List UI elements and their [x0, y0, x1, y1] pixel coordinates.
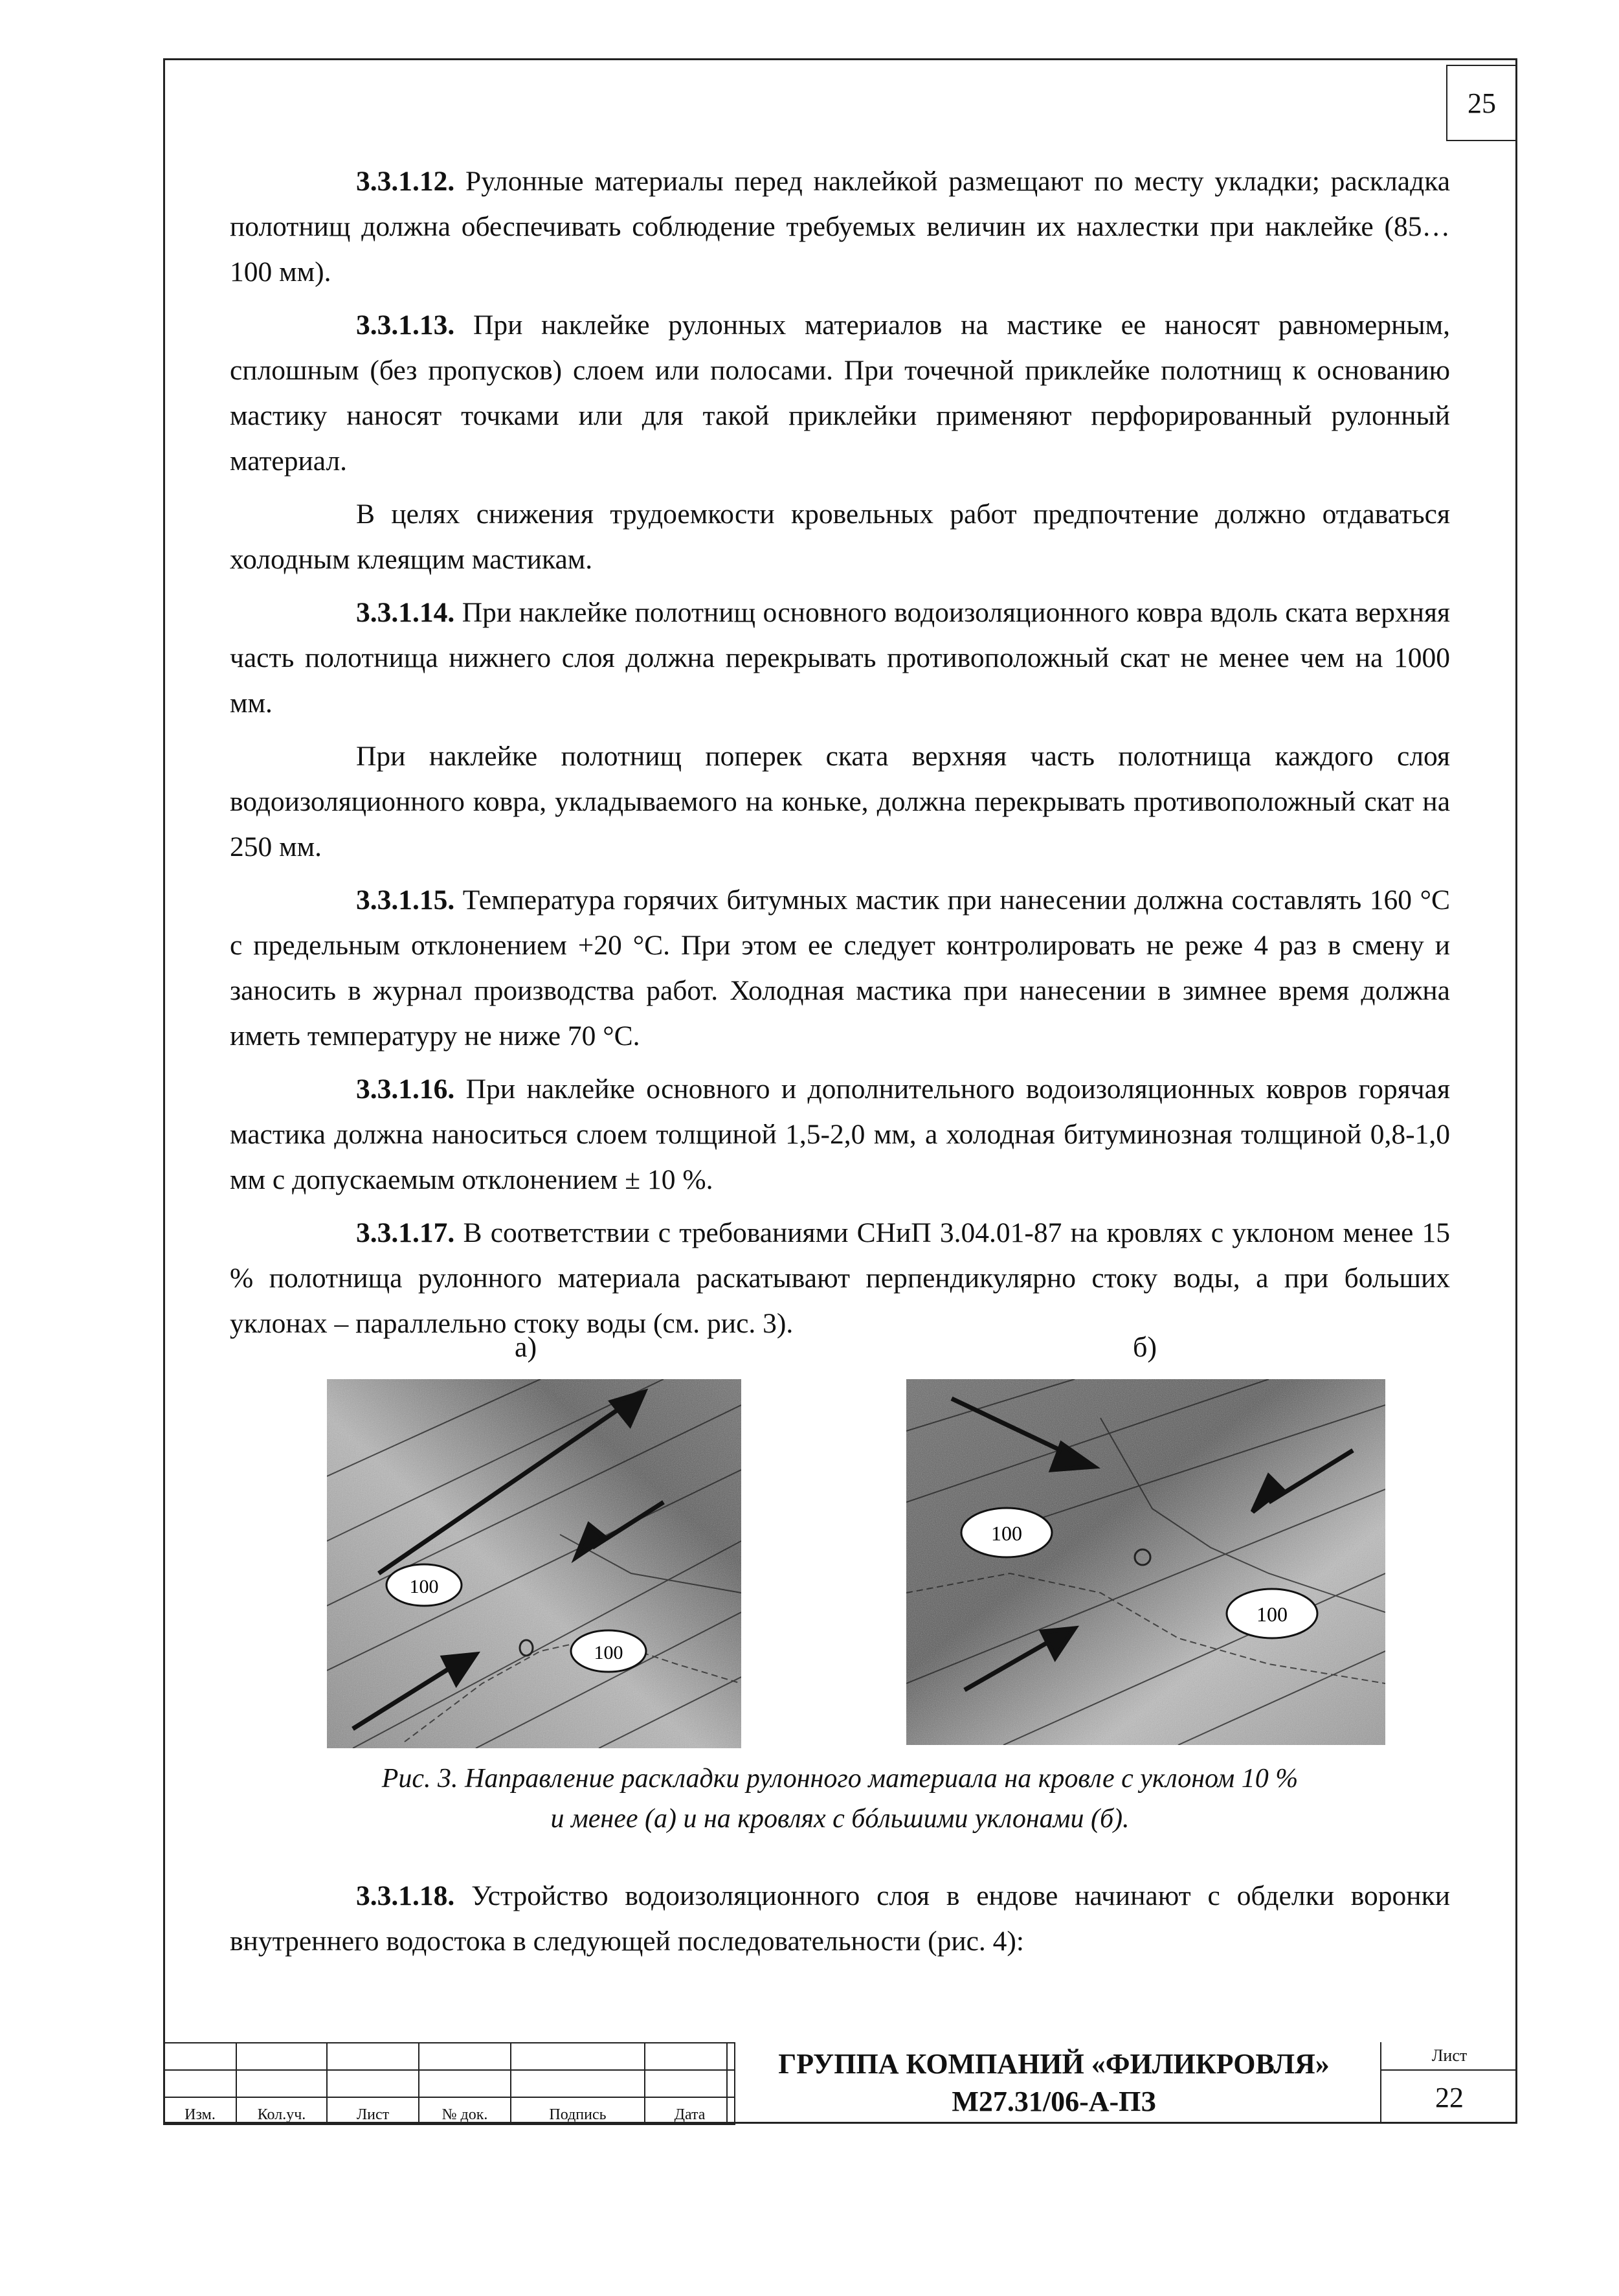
paragraph	[230, 1873, 1450, 1964]
paragraph	[230, 734, 1450, 870]
figure-label-a: а)	[515, 1331, 537, 1363]
clause-number: 3.3.1.18.	[356, 1880, 455, 1911]
stamp-title	[726, 2042, 1380, 2124]
body-text	[230, 159, 1450, 1346]
paragraph-text: В целях снижения трудоемкости кровельных работ предпочтение должно отдаваться холодным клеящим мастикам.	[230, 499, 1450, 575]
paragraph	[230, 877, 1450, 1059]
clause-number: 3.3.1.12.	[356, 166, 455, 197]
col-doc: № док.	[419, 2097, 511, 2124]
revision-grid	[163, 2042, 735, 2125]
clause-number: 3.3.1.13.	[356, 310, 455, 341]
paragraph	[230, 302, 1450, 484]
col-date: Дата	[645, 2097, 735, 2124]
callout-b2: 100	[1256, 1603, 1288, 1626]
roof-photo-b	[906, 1379, 1385, 1745]
callout-a2: 100	[594, 1642, 623, 1663]
paragraph-text: В соответствии с требованиями СНиП 3.04.01-87 на кровлях с уклоном менее 15 % полотнища рулонного материала раскатывают перпендикулярно стоку воды, а при больших уклонах – параллельно стоку воды (см. рис. 3).	[230, 1217, 1450, 1339]
corner-page-number: 25	[1446, 65, 1517, 141]
paragraph-text: При наклейке рулонных материалов на мастике ее наносят равномерным, сплошным (без пропусков) слоем или полосами. При точечной приклейке полотнищ к основанию мастику наносят точками или для такой приклейки применяют перфорированный рулонный материал.	[230, 310, 1450, 477]
paragraph	[230, 159, 1450, 295]
sheet-number: 22	[1435, 2082, 1464, 2113]
paragraph-text: Температура горячих битумных мастик при нанесении должна составлять 160 °С с предельным отклонением +20 °С. При этом ее следует контролировать не реже 4 раз в смену и заносить в журнал производства работ. Холодная мастика при нанесении в зимнее время должна иметь температуру не ниже 70 °С.	[230, 884, 1450, 1052]
caption-line: и менее (а) и на кровлях с бóльшими уклонами (б).	[550, 1804, 1130, 1834]
paragraph-text: При наклейке основного и дополнительного водоизоляционных ковров горячая мастика должна наноситься слоем толщиной 1,5-2,0 мм, а холодная битуминозная толщиной 0,8-1,0 мм с допускаемым отклонением ± 10 %.	[230, 1074, 1450, 1195]
body-text-continued	[230, 1873, 1450, 1964]
caption-line: Рис. 3. Направление раскладки рулонного материала на кровле с уклоном 10 %	[381, 1764, 1299, 1794]
paragraph	[230, 491, 1450, 582]
col-sign: Подпись	[511, 2097, 645, 2124]
figure-caption	[230, 1759, 1450, 1839]
paragraph-text: Рулонные материалы перед наклейкой размещают по месту укладки; раскладка полотнищ должна обеспечивать соблюдение требуемых величин их нахлестки при наклейке (85…100 мм).	[230, 166, 1450, 287]
callout-a1: 100	[409, 1576, 439, 1597]
paragraph-text: При наклейке полотнищ основного водоизоляционного ковра вдоль ската верхняя часть полотнища нижнего слоя должна перекрывать противоположный скат не менее чем на 1000 мм.	[230, 597, 1450, 719]
paragraph-text: Устройство водоизоляционного слоя в ендове начинают с обделки воронки внутреннего водостока в следующей последовательности (рис. 4):	[230, 1880, 1450, 1957]
roof-photo-a	[327, 1379, 741, 1748]
paragraph	[230, 1210, 1450, 1346]
clause-number: 3.3.1.17.	[356, 1217, 455, 1248]
clause-number: 3.3.1.14.	[356, 597, 455, 628]
document-code: М27.31/06-А-ПЗ	[952, 2086, 1156, 2117]
paragraph	[230, 590, 1450, 726]
paragraph-text: При наклейке полотнищ поперек ската верхняя часть полотнища каждого слоя водоизоляционного ковра, укладываемого на коньке, должна перекрывать противоположный скат на 250 мм.	[230, 741, 1450, 862]
company-name: ГРУППА КОМПАНИЙ «ФИЛИКРОВЛЯ»	[778, 2048, 1330, 2080]
title-block	[163, 2042, 1517, 2124]
paragraph	[230, 1066, 1450, 1202]
clause-number: 3.3.1.15.	[356, 884, 455, 916]
clause-number: 3.3.1.16.	[356, 1074, 455, 1105]
figure-label-b: б)	[1133, 1331, 1157, 1363]
col-kol: Кол.уч.	[236, 2097, 327, 2124]
col-izm: Изм.	[164, 2097, 236, 2124]
sheet-cell	[1380, 2042, 1517, 2124]
col-list: Лист	[327, 2097, 419, 2124]
sheet-label: Лист	[1381, 2042, 1517, 2071]
callout-b1: 100	[991, 1522, 1022, 1545]
